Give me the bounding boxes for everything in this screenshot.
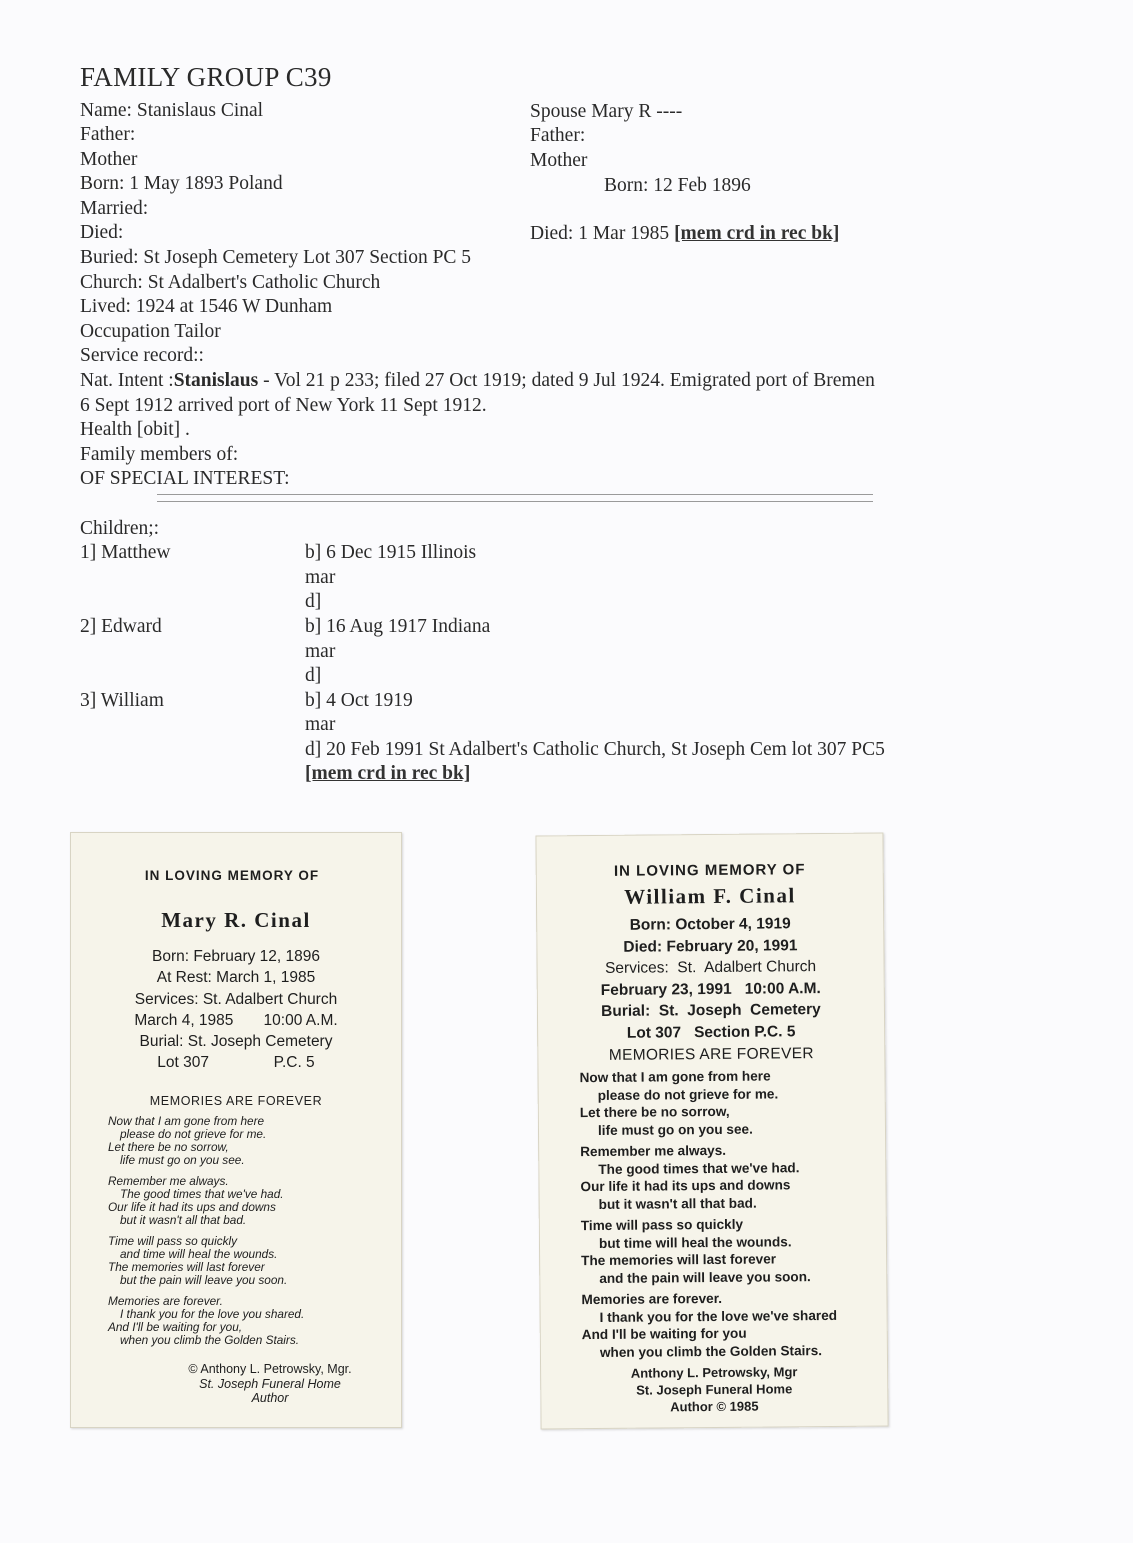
poem-stanza [579,1067,878,1140]
poem-line: but it wasn't all that bad. [120,1213,247,1227]
card-detail-line: February 23, 1991 10:00 A.M. [600,979,821,999]
card-signature [540,1362,888,1416]
person-service-record: Service record:: [80,345,204,366]
card-detail-line: Died: February 20, 1991 [623,936,798,956]
person-married: Married: [80,198,149,219]
poem-line: I thank you for the love we've shared [599,1307,838,1325]
card-detail-line: Services: St. Adalbert Church [604,958,817,977]
child-married: mar [305,641,336,662]
child-born: b] 16 Aug 1917 Indiana [305,616,491,637]
child-died: d] 20 Feb 1991 St Adalbert's Catholic Church, St Joseph Cem lot 307 PC5 [305,739,885,760]
poem-line: The good times that we've had. [120,1187,284,1201]
child-name: 3] William [80,690,164,711]
poem-line: Remember me always. [108,1174,229,1188]
poem-line: but it wasn't all that bad. [598,1195,757,1212]
card-detail-line: Born: February 12, 1896 [151,948,321,965]
poem-line: please do not grieve for me. [597,1085,779,1103]
poem-line: life must go on you see. [597,1121,753,1138]
poem-stanza [581,1289,880,1362]
poem-stanza [108,1115,392,1167]
card-detail-line: Lot 307 Section P.C. 5 [626,1022,796,1042]
poem-line: Time will pass so quickly [108,1234,238,1248]
poem-line: Now that I am gone from here [108,1114,265,1128]
poem-line: Now that I am gone from here [579,1068,771,1086]
card-detail-line: At Rest: March 1, 1985 [156,969,316,987]
person-mother: Mother [80,149,138,170]
person-died: Died: [80,222,124,243]
child-married: mar [305,567,336,588]
person-church: Church: St Adalbert's Catholic Church [80,272,381,293]
person-health: Health [obit] . [80,419,190,440]
spouse-name: Spouse Mary R ---- [530,101,683,122]
memorial-card-william [535,832,888,1429]
poem-line: I thank you for the love you shared. [120,1307,305,1321]
poem-line: Our life it had its ups and downs [108,1200,276,1214]
child-name: 1] Matthew [80,542,171,563]
card-details [536,912,885,1044]
card-detail-line: Burial: St. Joseph Cemetery [601,1001,821,1020]
person-father: Father: [80,124,136,145]
nat-name: Stanislaus [173,370,259,391]
card-signature [160,1362,380,1406]
poem-line: The memories will last forever [108,1260,265,1274]
card-heading: IN LOVING MEMORY OF [144,868,320,883]
person-name: Name: Stanislaus Cinal [80,100,264,121]
poem-line: life must go on you see. [120,1153,245,1167]
poem-line: when you climb the Golden Stairs. [599,1342,823,1360]
child-died: d] [305,665,322,686]
poem-line: Memories are forever. [581,1290,723,1308]
poem-line: And I'll be waiting for you, [108,1320,243,1334]
naturalization-line2: 6 Sept 1912 arrived port of New York 11 Sept 1912. [80,395,487,416]
children-label: Children;: [80,518,160,539]
signature-line: © Anthony L. Petrowsky, Mgr. [188,1362,352,1376]
card-heading: IN LOVING MEMORY OF [613,861,806,880]
person-lived: Lived: 1924 at 1546 W Dunham [80,296,333,317]
child-born: b] 4 Oct 1919 [305,690,413,711]
card-detail-line: Lot 307 P.C. 5 [157,1054,315,1072]
card-memories-heading: MEMORIES ARE FOREVER [149,1094,323,1108]
child-born: b] 6 Dec 1915 Illinois [305,542,477,563]
spouse-born: Born: 12 Feb 1896 [604,175,751,196]
memorial-card-mary [70,832,402,1428]
poem-stanza [108,1175,392,1227]
poem-line: Time will pass so quickly [580,1216,744,1234]
child-memorial-card-link[interactable]: [mem crd in rec bk] [305,763,471,784]
person-born: Born: 1 May 1893 Poland [80,173,283,194]
signature-line: St. Joseph Funeral Home [636,1381,793,1398]
card-details [70,946,402,1074]
spouse-mother: Mother [530,150,588,171]
card-detail-line: Born: October 4, 1919 [629,915,791,934]
card-detail-line: Services: St. Adalbert Church [134,990,338,1008]
poem-line: when you climb the Golden Stairs. [120,1333,300,1347]
spouse-died-text: Died: 1 Mar 1985 [530,223,675,244]
spouse-memorial-card-link[interactable]: [mem crd in rec bk] [674,223,840,244]
poem-stanza [580,1141,879,1214]
signature-line: St. Joseph Funeral Home [199,1376,341,1391]
poem-stanza [108,1235,392,1287]
poem-line: and the pain will leave you soon. [599,1268,811,1286]
double-rule-divider [157,494,873,502]
poem-line: The memories will last forever [581,1251,777,1269]
special-interest: OF SPECIAL INTEREST: [80,468,290,489]
card-deceased-name: Mary R. Cinal [161,908,311,932]
card-memories-heading: MEMORIES ARE FOREVER [608,1045,814,1064]
poem-line: The good times that we've had. [598,1159,800,1177]
poem-line: but the pain will leave you soon. [120,1273,288,1287]
signature-line: Author © 1985 [670,1398,759,1415]
poem-stanza [581,1215,880,1288]
child-name: 2] Edward [80,616,162,637]
signature-line: Author [251,1391,289,1405]
child-died: d] [305,591,322,612]
naturalization-intent [80,369,875,393]
child-married: mar [305,714,336,735]
poem-stanza [108,1295,392,1347]
person-buried: Buried: St Joseph Cemetery Lot 307 Section PC 5 [80,247,472,268]
card-deceased-name: William F. Cinal [624,883,796,909]
signature-line: Anthony L. Petrowsky, Mgr [630,1364,798,1381]
nat-prefix: Nat. Intent : [80,370,174,391]
family-members: Family members of: [80,444,239,465]
card-detail-line: Burial: St. Joseph Cemetery [139,1033,333,1051]
nat-details: - Vol 21 p 233; filed 27 Oct 1919; dated 9 Jul 1924. Emigrated port of Bremen [258,370,875,391]
card-poem [108,1115,392,1355]
poem-line: and time will heal the wounds. [120,1247,278,1261]
spouse-father: Father: [530,125,586,146]
poem-line: please do not grieve for me. [120,1127,267,1141]
poem-line: Our life it had its ups and downs [580,1177,791,1195]
poem-line: And I'll be waiting for you [581,1325,747,1343]
poem-line: Let there be no sorrow, [579,1103,730,1121]
page-title: FAMILY GROUP C39 [80,62,332,92]
person-occupation: Occupation Tailor [80,321,221,342]
spouse-died [530,222,839,246]
poem-line: Remember me always. [580,1142,727,1160]
poem-line: but time will heal the wounds. [598,1233,792,1251]
card-poem [579,1067,880,1366]
poem-line: Memories are forever. [108,1294,223,1308]
poem-line: Let there be no sorrow, [108,1140,229,1154]
card-detail-line: March 4, 1985 10:00 A.M. [134,1011,338,1029]
